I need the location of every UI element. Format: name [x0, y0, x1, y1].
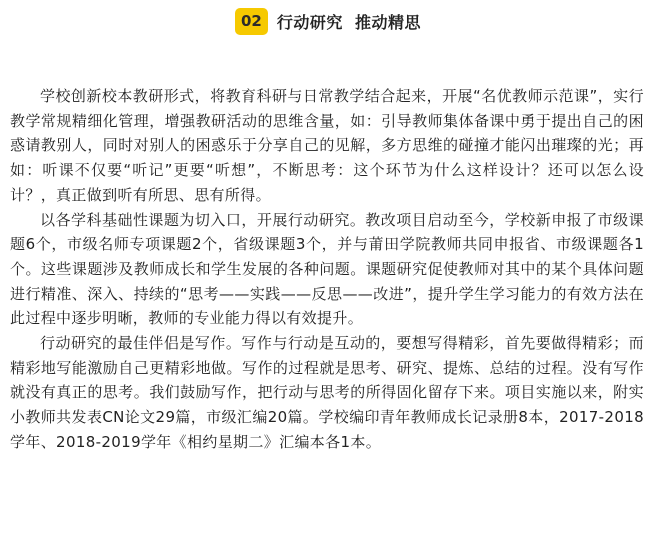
paragraph-action-research: 以各学科基础性课题为切入口，开展行动研究。教改项目启动至今，学校新申报了市级课题6个，市级名师专项课题2个，省级课题3个，并与莆田学院教师共同申报省、市级课题各1个。这些课题涉及教师成长和学生发展的各种问题。课题研究促使教师对其中的某个具体问题进行精准、深入、持续的“思考——实践——反思——改进”，提升学生学习能力的有效方法在此过程中逐步明晰，教师的专业能力得以有效提升。: [10, 210, 644, 328]
article-body: [10, 84, 644, 455]
section-number-badge: 02: [235, 8, 268, 35]
section-title: 行动研究 推动精思: [276, 12, 422, 32]
paragraph-writing: 行动研究的最佳伴侣是写作。写作与行动是互动的，要想写得精彩，首先要做得精彩；而精彩地写能激励自己更精彩地做。写作的过程就是思考、研究、提炼、总结的过程。没有写作就没有真正的思考。我们鼓励写作，把行动与思考的所得固化留存下来。项目实施以来，附实小教师共发表CN论文29篇，市级汇编20篇。学校编印青年教师成长记录册8本，2017-2018学年、2018-2019学年《相约星期二》汇编本各1本。: [10, 334, 644, 451]
section-header: [0, 6, 656, 36]
paragraph-teaching-research: 学校创新校本教研形式，将教育科研与日常教学结合起来，开展“名优教师示范课”，实行教学常规精细化管理，增强教研活动的思维含量，如：引导教师集体备课中勇于提出自己的困惑请教别人，同时对别人的困惑乐于分享自己的见解，多方思维的碰撞才能闪出璀璨的光；再如：听课不仅要“听记”更要“听想”，不断思考：这个环节为什么这样设计？还可以怎么设计？，真正做到听有所思、思有所得。: [10, 87, 644, 204]
